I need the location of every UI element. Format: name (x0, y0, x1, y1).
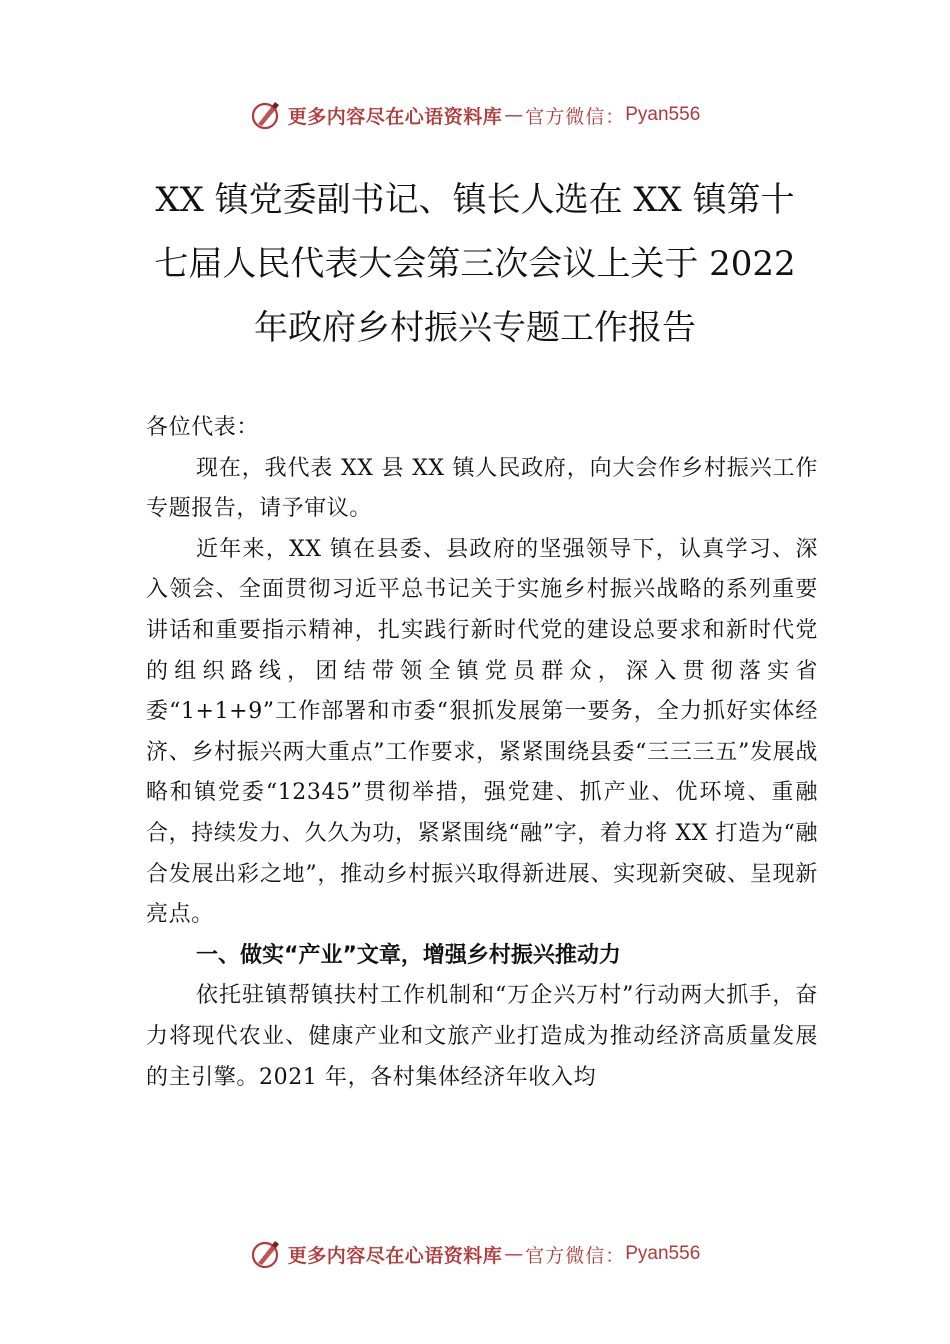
section-paragraph: 依托驻镇帮镇扶村工作机制和“万企兴万村”行动两大抓手，奋力将现代农业、健康产业和文旅产业打造成为推动经济高质量发展的主引擎。2021 年，各村集体经济年收入均 (146, 983, 818, 1090)
paragraph-background: 近年来，XX 镇在县委、县政府的坚强领导下，认真学习、深入领会、全面贯彻习近平总书记关于实施乡村振兴战略的系列重要讲话和重要指示精神，扎实践行新时代党的建设总要求和新时代党的组织路线，团结带领全镇党员群众，深入贯彻落实省委“1+1+9”工作部署和市委“狠抓发展第一要务，全力抓好实体经济、乡村振兴两大重点”工作要求，紧紧围绕县委“三三三五”发展战略和镇党委“12345”贯彻举措，强党建、抓产业、优环境、重融合，持续发力、久久为功，紧紧围绕“融”字，着力将 XX 打造为“融合发展出彩之地”，推动乡村振兴取得新进展、实现新突破、呈现新亮点。 (146, 536, 818, 928)
watermark-brand: 更多内容尽在心语资料库 (287, 105, 503, 128)
document-body (146, 408, 818, 1098)
section-heading: 一、做实“产业”文章，增强乡村振兴推动力 (196, 942, 621, 968)
watermark-label: 官方微信： (525, 105, 626, 128)
footer-watermark (0, 1234, 950, 1274)
pen-circle-logo-icon (250, 1238, 282, 1270)
salutation: 各位代表： (146, 415, 260, 440)
watermark-wechat-id: Pyan556 (625, 1243, 701, 1264)
watermark-separator: — (504, 104, 524, 126)
paragraph-intro: 现在，我代表 XX 县 XX 镇人民政府，向大会作乡村振兴工作专题报告，请予审议。 (146, 455, 818, 522)
watermark-separator: — (504, 1243, 524, 1265)
header-watermark (0, 95, 950, 135)
watermark-label: 官方微信： (525, 1244, 626, 1267)
document-title: XX 镇党委副书记、镇长人选在 XX 镇第十七届人民代表大会第三次会议上关于 2022 年政府乡村振兴专题工作报告 (154, 180, 796, 348)
watermark-brand: 更多内容尽在心语资料库 (287, 1244, 503, 1267)
watermark-wechat-id: Pyan556 (625, 104, 701, 125)
pen-circle-logo-icon (250, 99, 282, 131)
